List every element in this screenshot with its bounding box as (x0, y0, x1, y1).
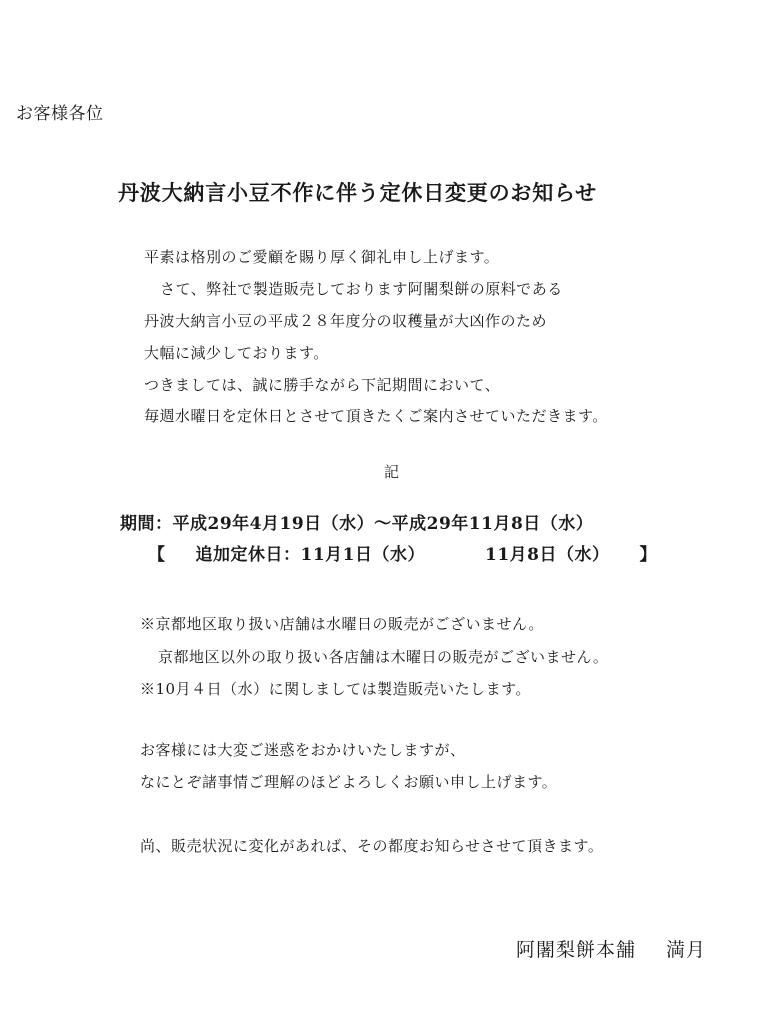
note-line: ※京都地区取り扱い店舗は水曜日の販売がございません。 (140, 615, 544, 633)
body-paragraph-line: さて、弊社で製造販売しております阿闍梨餅の原料である (160, 280, 563, 298)
signature (516, 940, 706, 960)
body-paragraph-line: 平素は格別のご愛顧を賜り厚く御礼申し上げます。 (144, 248, 500, 266)
ki-marker: 記 (384, 463, 400, 481)
body-paragraph-line: 毎週水曜日を定休日とさせて頂きたくご案内させていただきます。 (144, 407, 608, 425)
note-line: 京都地区以外の取り扱い各店舗は木曜日の販売がございません。 (158, 648, 609, 666)
closing-line: 尚、販売状況に変化があれば、その都度お知らせさせて頂きます。 (140, 837, 604, 855)
apology-line: お客様には大変ご迷惑をおかけいたしますが、 (140, 741, 466, 759)
bracket-open: 【 (148, 545, 166, 565)
bracket-close: 】 (639, 545, 657, 565)
closure-period: 期間：平成29年4月19日（水）〜平成29年11月8日（水） (120, 514, 594, 534)
apology-line: なにとぞ諸事情ご理解のほどよろしくお願い申し上げます。 (140, 773, 558, 791)
extra-holidays (148, 545, 657, 565)
body-paragraph-line: 大幅に減少しております。 (144, 344, 329, 362)
body-paragraph-line: 丹波大納言小豆の平成２８年度分の収穫量が大凶作のため (144, 312, 548, 330)
signature-name: 満月 (666, 939, 707, 961)
body-paragraph-line: つきましては、誠に勝手ながら下記期間において、 (144, 376, 501, 394)
extra-holiday-first: 追加定休日：11月1日（水） (195, 545, 425, 565)
extra-holiday-second: 11月8日（水） (485, 545, 610, 565)
signature-shop: 阿闍梨餅本舗 (516, 939, 637, 961)
salutation: お客様各位 (16, 104, 104, 124)
note-line: ※10月４日（水）に関しましては製造販売いたします。 (140, 680, 531, 698)
notice-title: 丹波大納言小豆不作に伴う定休日変更のお知らせ (118, 180, 597, 205)
